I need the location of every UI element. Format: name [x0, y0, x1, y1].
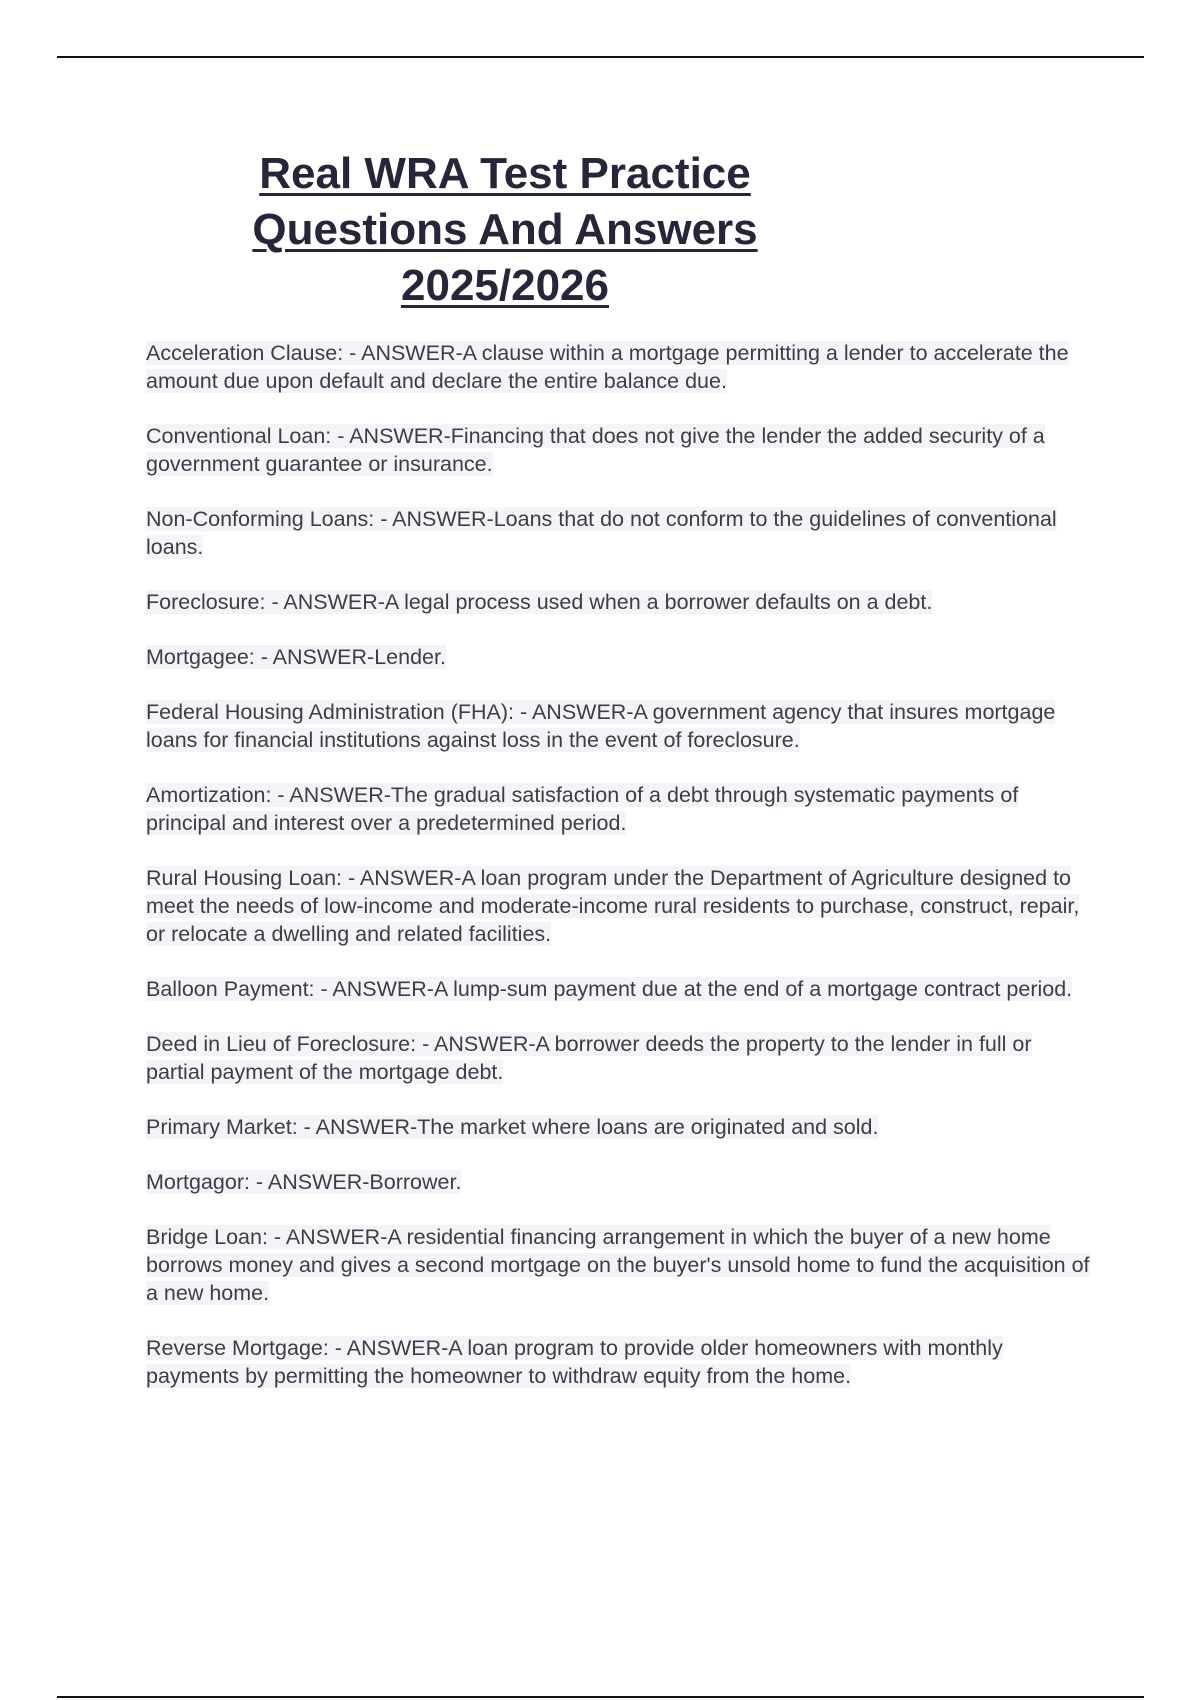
qa-entry — [146, 864, 1096, 948]
qa-entry — [146, 1223, 1096, 1307]
qa-entry-text: Balloon Payment: - ANSWER-A lump-sum payment due at the end of a mortgage contract period. — [146, 977, 1073, 1001]
qa-entry-text: Mortgagee: - ANSWER-Lender. — [146, 645, 446, 669]
title-line-3: 2025/2026 — [401, 261, 609, 310]
top-rule — [57, 56, 1144, 58]
qa-entry-text: Mortgagor: - ANSWER-Borrower. — [146, 1170, 462, 1194]
qa-entry-text: Federal Housing Administration (FHA): - ANSWER-A government agency that insures mortgage loans for financial institutions against loss in the event of foreclosure. — [146, 700, 1056, 752]
qa-entry-text: Conventional Loan: - ANSWER-Financing that does not give the lender the added security of a government guarantee or insurance. — [146, 424, 1045, 476]
qa-list — [146, 339, 1096, 1417]
qa-entry — [146, 505, 1096, 561]
qa-entry — [146, 339, 1096, 395]
qa-entry — [146, 1030, 1096, 1086]
qa-entry — [146, 1168, 1096, 1196]
title-line-2: Questions And Answers — [252, 205, 758, 254]
qa-entry — [146, 781, 1096, 837]
qa-entry-text: Deed in Lieu of Foreclosure: - ANSWER-A borrower deeds the property to the lender in full or partial payment of the mortgage debt. — [146, 1032, 1032, 1084]
title-line-1: Real WRA Test Practice — [259, 149, 751, 198]
bottom-rule — [57, 1696, 1144, 1698]
qa-entry — [146, 422, 1096, 478]
document-title — [180, 146, 830, 314]
qa-entry-text: Bridge Loan: - ANSWER-A residential financing arrangement in which the buyer of a new home borrows money and gives a second mortgage on the buyer's unsold home to fund the acquisition of a new home. — [146, 1225, 1090, 1305]
qa-entry-text: Foreclosure: - ANSWER-A legal process used when a borrower defaults on a debt. — [146, 590, 933, 614]
qa-entry-text: Reverse Mortgage: - ANSWER-A loan program to provide older homeowners with monthly payments by permitting the homeowner to withdraw equity from the home. — [146, 1336, 1003, 1388]
qa-entry — [146, 588, 1096, 616]
qa-entry — [146, 698, 1096, 754]
qa-entry — [146, 1334, 1096, 1390]
qa-entry — [146, 643, 1096, 671]
qa-entry-text: Rural Housing Loan: - ANSWER-A loan program under the Department of Agriculture designed to meet the needs of low-income and moderate-income rural residents to purchase, construct, repair, or relocate a dwelling and related facilities. — [146, 866, 1080, 946]
qa-entry-text: Amortization: - ANSWER-The gradual satisfaction of a debt through systematic payments of principal and interest over a predetermined period. — [146, 783, 1019, 835]
qa-entry — [146, 1113, 1096, 1141]
qa-entry-text: Non-Conforming Loans: - ANSWER-Loans that do not conform to the guidelines of conventional loans. — [146, 507, 1057, 559]
qa-entry — [146, 975, 1096, 1003]
qa-entry-text: Primary Market: - ANSWER-The market where loans are originated and sold. — [146, 1115, 879, 1139]
qa-entry-text: Acceleration Clause: - ANSWER-A clause within a mortgage permitting a lender to accelerate the amount due upon default and declare the entire balance due. — [146, 341, 1069, 393]
